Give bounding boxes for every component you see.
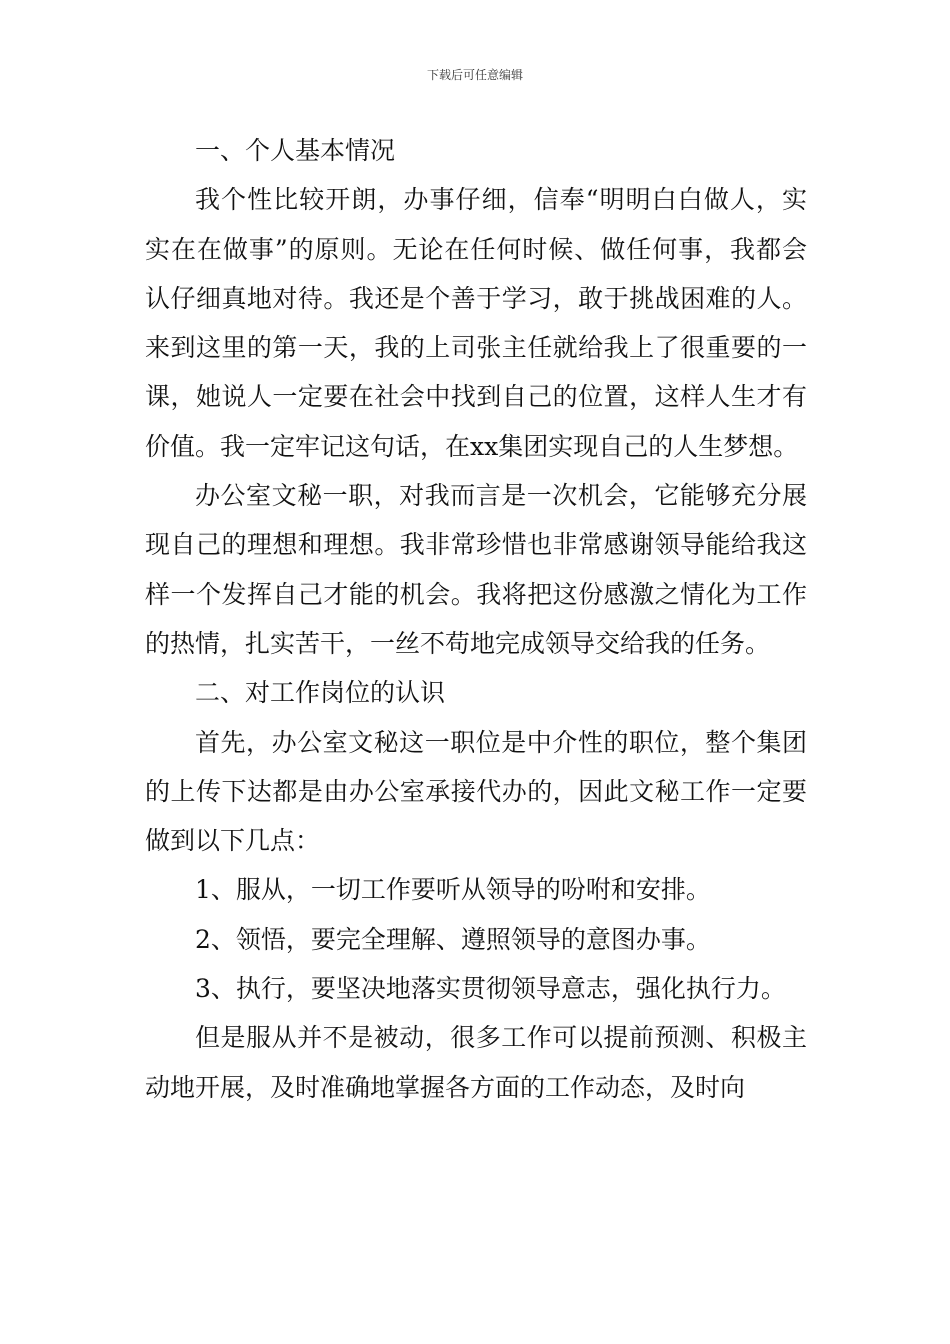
paragraph-opportunity: 办公室文秘一职，对我而言是一次机会，它能够充分展现自己的理想和理想。我非常珍惜也非常感谢领导能给我这样一个发挥自己才能的机会。我将把这份感激之情化为工作的热情，扎实苦干，一丝不苟地完成领导交给我的任务。: [145, 481, 807, 658]
section-heading-2: 二、对工作岗位的认识: [195, 678, 446, 708]
paragraph-role-intro: 首先，办公室文秘这一职位是中介性的职位，整个集团的上传下达都是由办公室承接代办的，因此文秘工作一定要做到以下几点：: [145, 727, 807, 856]
document-body: [145, 126, 807, 1112]
list-item-execute: 3、执行，要坚决地落实贯彻领导意志，强化执行力。: [195, 974, 786, 1004]
paragraph-personality: 我个性比较开朗，办事仔细，信奉“明明白白做人，实实在在做事”的原则。无论在任何时候、做任何事，我都会认仔细真地对待。我还是个善于学习，敢于挑战困难的人。来到这里的第一天，我的上司张主任就给我上了很重要的一课，她说人一定要在社会中找到自己的位置，这样人生才有价值。我一定牢记这句话，在xx集团实现自己的人生梦想。: [145, 185, 807, 461]
page-header: 下载后可任意编辑: [426, 68, 523, 82]
paragraph-proactive: 但是服从并不是被动，很多工作可以提前预测、积极主动地开展，及时准确地掌握各方面的工作动态，及时向: [145, 1023, 807, 1102]
list-item-understand: 2、领悟，要完全理解、遵照领导的意图办事。: [195, 924, 711, 954]
section-heading-1: 一、个人基本情况: [195, 136, 396, 165]
list-item-obey: 1、服从，一切工作要听从领导的吩咐和安排。: [195, 875, 711, 905]
